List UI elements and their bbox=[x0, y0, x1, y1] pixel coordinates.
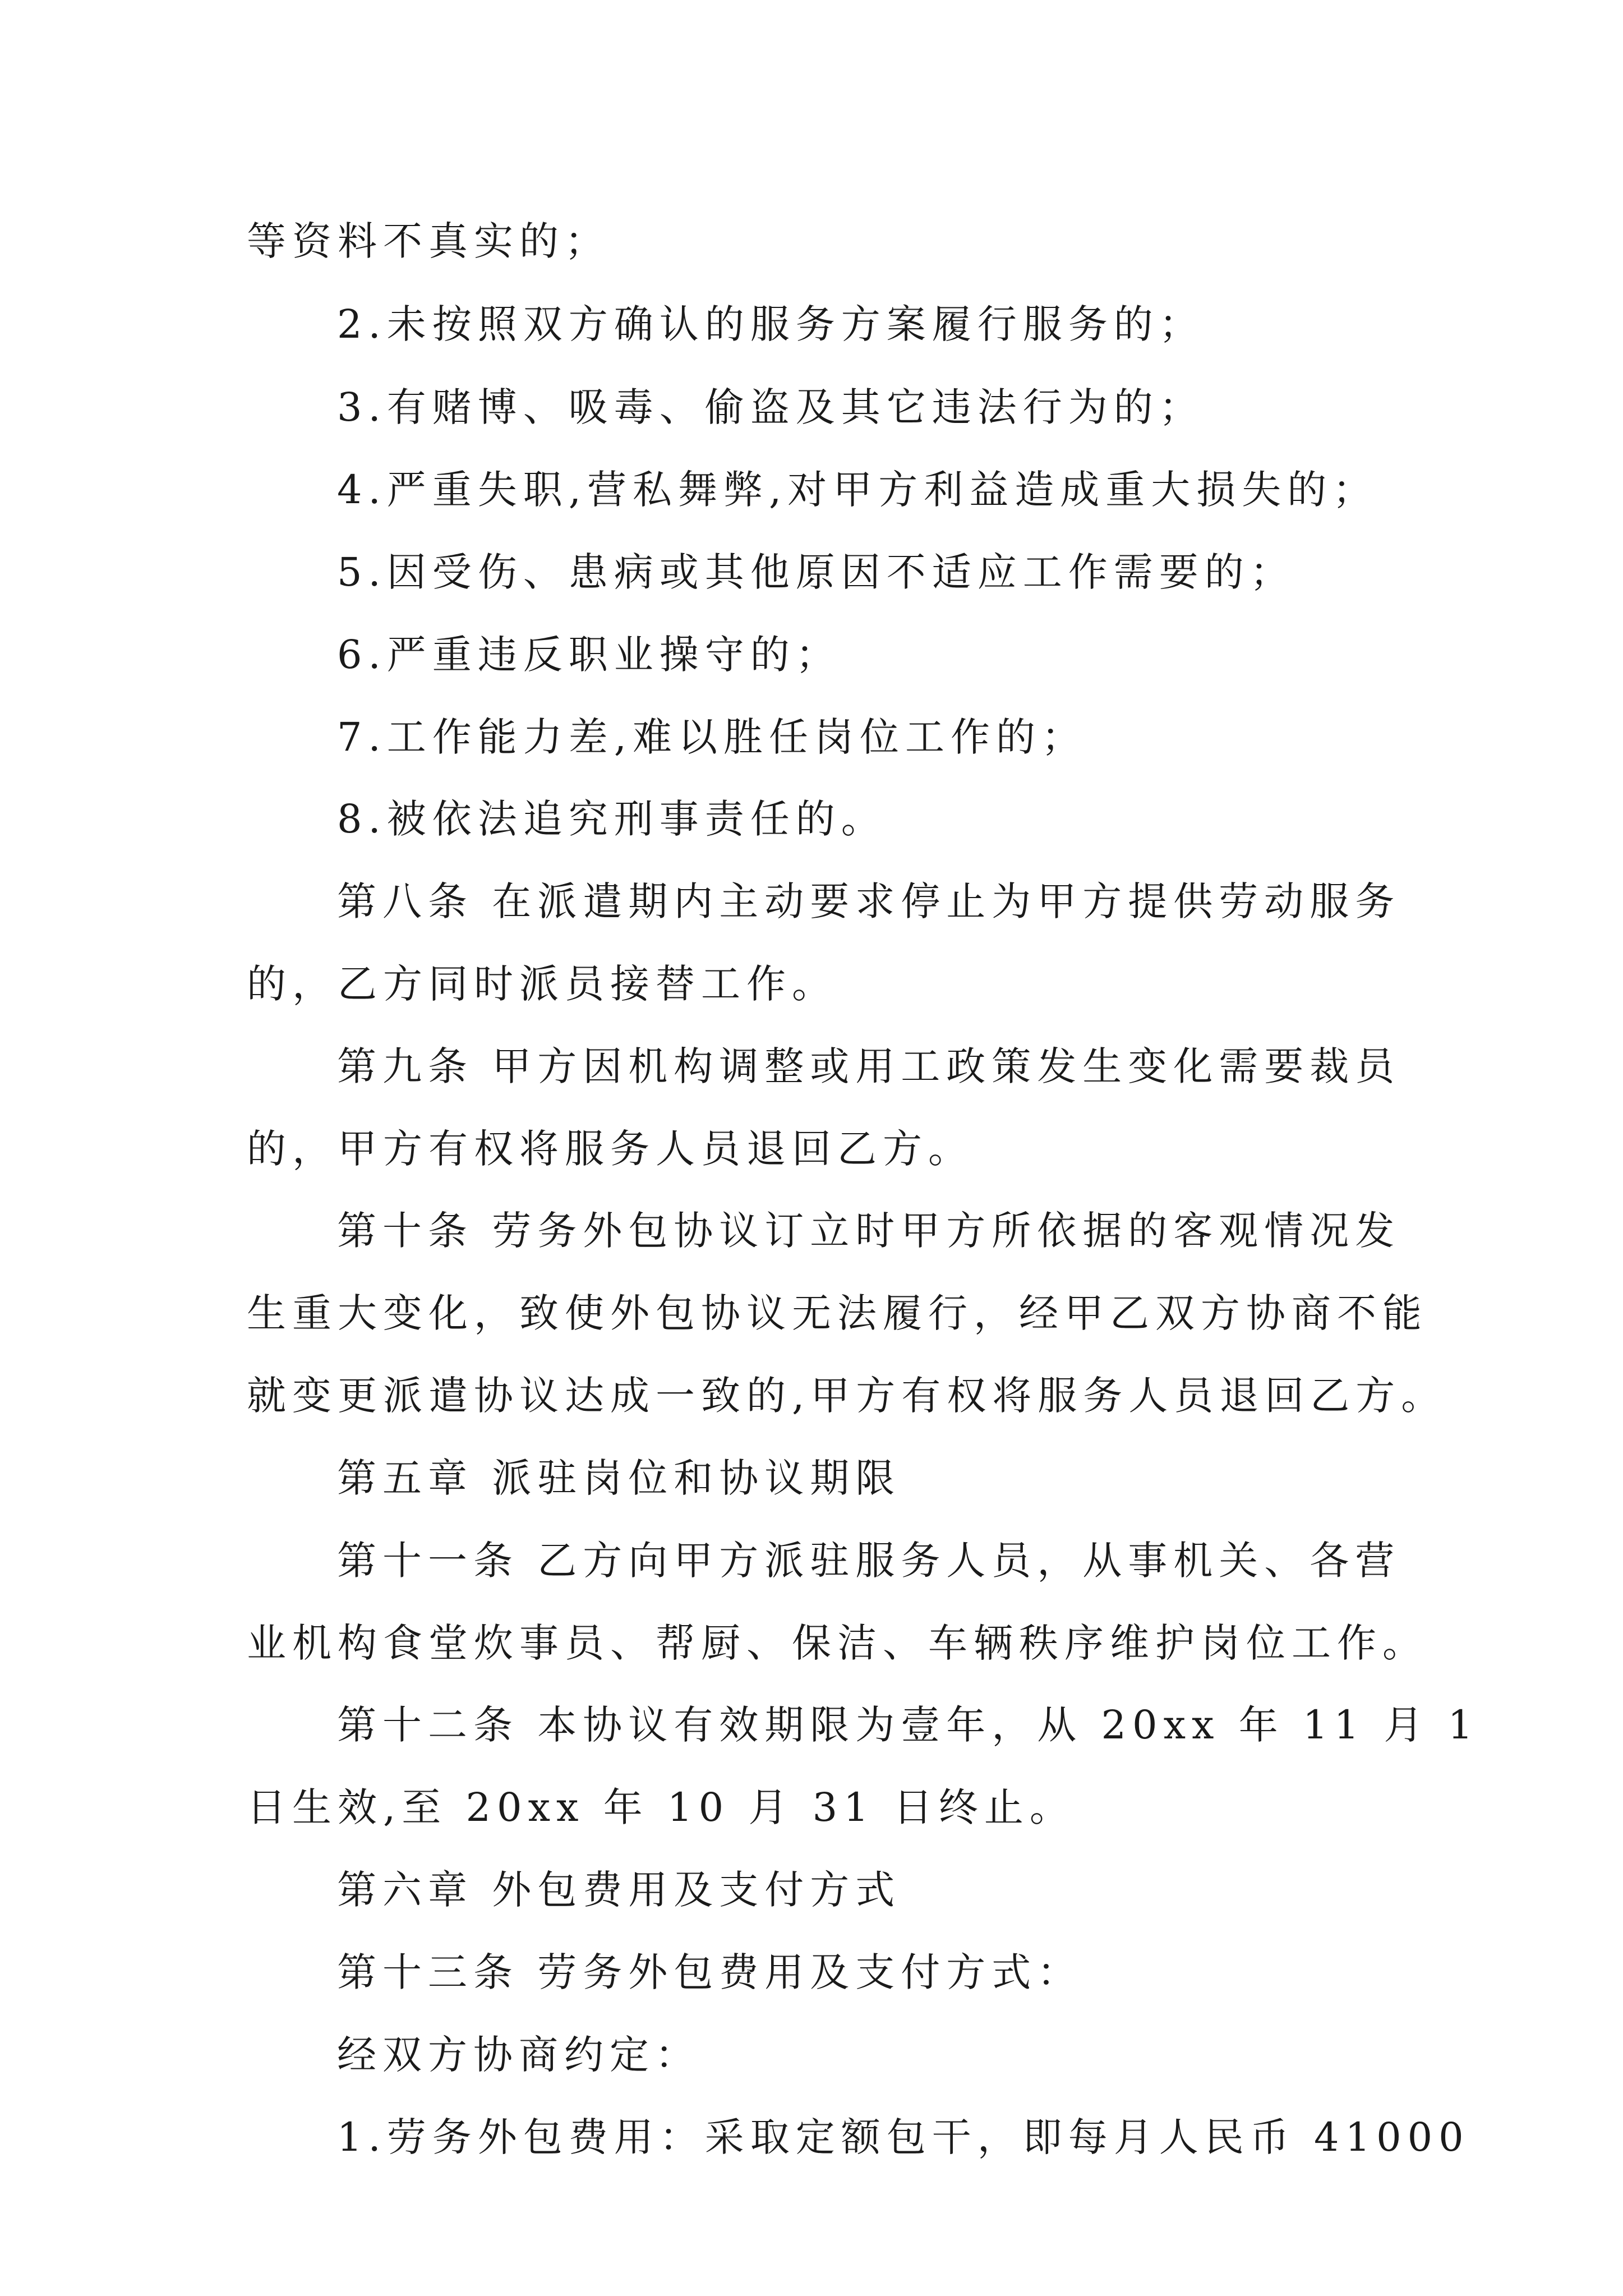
text-line: 4.严重失职,营私舞弊,对甲方利益造成重大损失的； bbox=[337, 467, 1378, 513]
text-line: 第十三条 劳务外包费用及支付方式： bbox=[337, 1949, 1083, 1995]
text-line: 3.有赌博、吸毒、偷盗及其它违法行为的； bbox=[337, 384, 1205, 430]
text-line: 的，甲方有权将服务人员退回乙方。 bbox=[247, 1126, 974, 1172]
text-line: 1.劳务外包费用：采取定额包干，即每月人民币 41000 bbox=[337, 2114, 1470, 2160]
text-line: 7.工作能力差,难以胜任岗位工作的； bbox=[337, 714, 1087, 760]
text-line: 第八条 在派遣期内主动要求停止为甲方提供劳动服务 bbox=[337, 878, 1401, 924]
text-line: 就变更派遣协议达成一致的,甲方有权将服务人员退回乙方。 bbox=[247, 1373, 1447, 1419]
text-line: 8.被依法追究刑事责任的。 bbox=[337, 796, 887, 842]
text-line: 等资料不真实的； bbox=[247, 218, 610, 264]
text-line: 第五章 派驻岗位和协议期限 bbox=[337, 1455, 901, 1501]
text-line: 的，乙方同时派员接替工作。 bbox=[247, 961, 837, 1007]
text-line: 业机构食堂炊事员、帮厨、保洁、车辆秩序维护岗位工作。 bbox=[247, 1620, 1428, 1666]
text-line: 第十条 劳务外包协议订立时甲方所依据的客观情况发 bbox=[337, 1208, 1401, 1254]
text-line: 第十一条 乙方向甲方派驻服务人员，从事机关、各营 bbox=[337, 1538, 1401, 1584]
text-line: 经双方协商约定： bbox=[337, 2032, 700, 2078]
text-line: 第九条 甲方因机构调整或用工政策发生变化需要裁员 bbox=[337, 1043, 1401, 1089]
text-line: 5.因受伤、患病或其他原因不适应工作需要的； bbox=[337, 549, 1295, 595]
text-line: 日生效,至 20xx 年 10 月 31 日终止。 bbox=[247, 1784, 1075, 1830]
text-line: 第六章 外包费用及支付方式 bbox=[337, 1867, 901, 1913]
text-line: 第十二条 本协议有效期限为壹年，从 20xx 年 11 月 1 bbox=[337, 1702, 1479, 1748]
text-line: 生重大变化，致使外包协议无法履行，经甲乙双方协商不能 bbox=[247, 1290, 1428, 1336]
text-line: 6.严重违反职业操守的； bbox=[337, 632, 841, 678]
text-line: 2.未按照双方确认的服务方案履行服务的； bbox=[337, 301, 1205, 347]
